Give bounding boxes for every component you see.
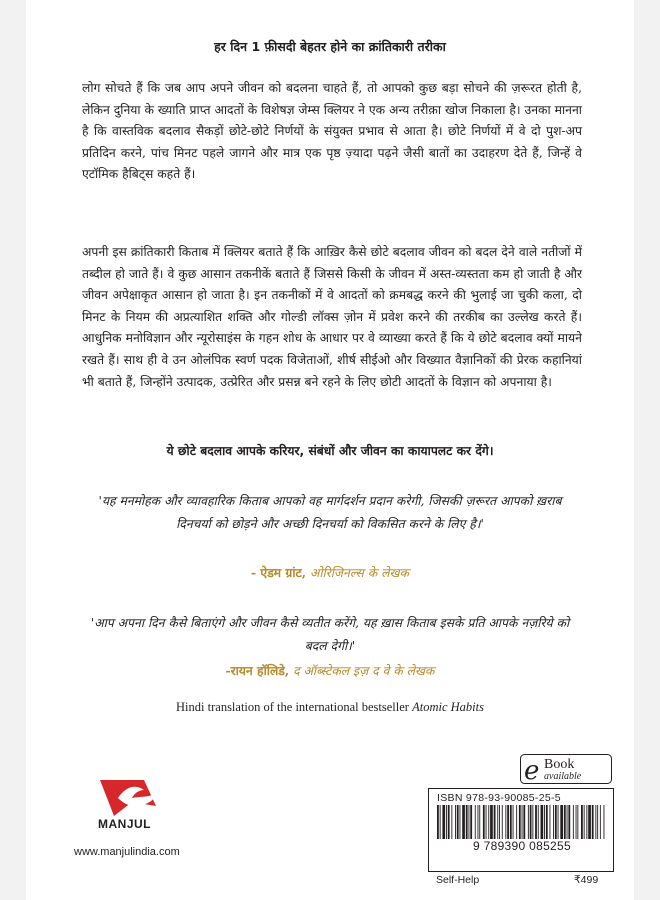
barcode-bar bbox=[535, 805, 537, 839]
barcode-bar bbox=[538, 805, 539, 839]
description-paragraph-2: अपनी इस क्रांतिकारी किताब में क्लियर बताते हैं कि आख़िर कैसे छोटे बदलाव जीवन को बदल देने वाले नतीजों में तब्दील हो जाते हैं। वे कुछ आसान तकनीकें बताते हैं जिससे किसी के जीवन में अस्त-व्यस्तता कम हो जाती है और जीवन अपेक्षाकृत आसान हो जाता है। इन तकनीकों में वे आदतों को क्रमबद्ध करने की भुलाई जा चुकी कला, दो मिनट के नियम की अप्रत्याशित शक्ति और गोल्डी लॉक्स ज़ोन में प्रवेश करने की तरकीब का उल्लेख करते हैं। आधुनिक मनोविज्ञान और न्यूरोसाइंस के गहन शोध के आधार पर वे व्याख्या करते हैं कि ये छोटे बदलाव क्यों मायने रखते हैं। साथ ही वे उन ओलंपिक स्वर्ण पदक विजेताओं, शीर्ष सीईओ और विख्यात वैज्ञानिकों की प्रेरक कहानियां भी बताते हैं, जिन्होंने उत्पादक, उत्प्रेरित और प्रसन्न बने रहने के लिए छोटी आदतों के विज्ञान को अपनाया है। bbox=[82, 245, 582, 389]
barcode-bar bbox=[560, 805, 563, 839]
price-label: ₹499 bbox=[574, 874, 599, 886]
ebook-sub: available bbox=[544, 771, 582, 782]
barcode-bar bbox=[544, 805, 545, 839]
barcode-bar bbox=[448, 805, 450, 839]
endorser-name-2: -रायन हॉलिडे, bbox=[225, 663, 290, 678]
barcode-bar bbox=[437, 805, 439, 839]
barcode-bar bbox=[588, 805, 591, 839]
endorser-name-1: - ऐडम ग्रांट, bbox=[251, 565, 307, 580]
manjul-logo bbox=[92, 772, 188, 832]
barcode-bar bbox=[510, 805, 512, 839]
endorsement-attribution-2 bbox=[26, 662, 634, 679]
barcode-bar bbox=[576, 805, 577, 839]
endorser-credit-2: द ऑब्स्टेकल इज़ द वे के लेखक bbox=[293, 664, 435, 678]
barcode-bar bbox=[564, 805, 566, 839]
barcode-bar bbox=[470, 805, 472, 839]
ebook-letter: e bbox=[524, 756, 540, 784]
ebook-word: Book bbox=[544, 757, 575, 772]
barcode-bar bbox=[523, 805, 525, 839]
barcode-bar bbox=[457, 805, 459, 839]
barcode-bar bbox=[530, 805, 532, 839]
barcode-bar bbox=[451, 805, 452, 839]
publisher-url[interactable]: www.manjulindia.com bbox=[74, 846, 180, 858]
barcode-bar bbox=[446, 805, 447, 839]
barcode-bar bbox=[516, 805, 517, 839]
barcode-bar bbox=[483, 805, 485, 839]
barcode-bar bbox=[541, 805, 544, 839]
barcode-bar bbox=[513, 805, 514, 839]
barcode-bar bbox=[558, 805, 559, 839]
barcode-bar bbox=[577, 805, 578, 839]
barcode-bar bbox=[499, 805, 500, 839]
barcode-number: 9 789390 085255 bbox=[473, 839, 571, 853]
translation-note bbox=[26, 700, 634, 715]
barcode-bar bbox=[478, 805, 479, 839]
barcode-bar bbox=[528, 805, 529, 839]
translation-note-prefix: Hindi translation of the international bestseller bbox=[176, 700, 409, 714]
endorser-credit-1: ओरिजिनल्स के लेखक bbox=[309, 566, 409, 580]
barcode-box bbox=[428, 788, 614, 872]
barcode-bar bbox=[573, 805, 574, 839]
barcode-bar bbox=[600, 805, 601, 839]
barcode-bar bbox=[442, 805, 445, 839]
barcode-bar bbox=[546, 805, 548, 839]
barcode-bar bbox=[584, 805, 585, 839]
barcode-bar bbox=[532, 805, 533, 839]
barcode-bar bbox=[567, 805, 568, 839]
barcode-bar bbox=[505, 805, 506, 839]
barcode-bar bbox=[595, 805, 596, 839]
barcode-bar bbox=[553, 805, 554, 839]
barcode-bar bbox=[507, 805, 509, 839]
barcode-bar bbox=[494, 805, 496, 839]
barcode-bar bbox=[550, 805, 551, 839]
isbn-label: ISBN 978-93-90085-25-5 bbox=[437, 792, 561, 804]
barcode-bar bbox=[568, 805, 570, 839]
ebook-available-badge bbox=[520, 754, 612, 784]
barcode-bar bbox=[597, 805, 598, 839]
endorsement-quote-2: 'आप अपना दिन कैसे बिताएंगे और जीवन कैसे व्यतीत करेंगे, यह ख़ास किताब इसके प्रति आपके नज़रिये को बदल देगी।' bbox=[90, 616, 570, 653]
barcode-bar bbox=[497, 805, 498, 839]
barcode-bar bbox=[488, 805, 489, 839]
barcode-bar bbox=[586, 805, 587, 839]
barcode-bar bbox=[462, 805, 465, 839]
publisher-name: MANJUL bbox=[98, 817, 151, 831]
category-label: Self-Help bbox=[436, 874, 480, 886]
barcode-bar bbox=[466, 805, 468, 839]
description-paragraph-1: लोग सोचते हैं कि जब आप अपने जीवन को बदलना चाहते हैं, तो आपको कुछ बड़ा सोचने की ज़रूरत होती है, लेकिन दुनिया के ख्याति प्राप्त आदतों के विशेषज्ञ जेम्स क्लियर ने एक अन्य तरीक़ा खोज निकाला है। उनका मानना है कि वास्तविक बदलाव सैकड़ों छोटे-छोटे निर्णयों के संयुक्त प्रभाव से आता है। छोटे निर्णयों में वे दो पुश-अप प्रतिदिन करने, पांच मिनट पहले जागने और मात्र एक पृष्ठ ज़्यादा पढ़ने जैसी बातों का उदाहरण देते हैं, जिन्हें वे एटॉमिक हैबिट्स कहते हैं। bbox=[82, 81, 582, 182]
endorsement-quote-1: 'यह मनमोहक और व्यावहारिक किताब आपको वह मार्गदर्शन प्रदान करेगी, जिसकी ज़रूरत आपको ख़राब दिनचर्या को छोड़ने और अच्छी दिनचर्या को विकसित करने के लिए है।' bbox=[98, 494, 562, 531]
barcode-bar bbox=[592, 805, 594, 839]
headline: हर दिन 1 फ़ीसदी बेहतर होने का क्रांतिकारी तरीका bbox=[214, 39, 446, 54]
barcode-bar bbox=[490, 805, 493, 839]
barcode-bar bbox=[455, 805, 456, 839]
original-title: Atomic Habits bbox=[412, 700, 484, 714]
barcode-bar bbox=[479, 805, 480, 839]
barcode-bar bbox=[440, 805, 441, 839]
barcode-bar bbox=[475, 805, 476, 839]
endorsement-attribution-1 bbox=[26, 564, 634, 581]
barcode-bars bbox=[435, 805, 607, 839]
tagline: ये छोटे बदलाव आपके करियर, संबंधों और जीवन का कायापलट कर देंगे। bbox=[166, 444, 494, 458]
barcode-bar bbox=[502, 805, 503, 839]
barcode-bar bbox=[522, 805, 523, 839]
barcode-bar bbox=[555, 805, 557, 839]
barcode-bar bbox=[519, 805, 521, 839]
barcode-bar bbox=[581, 805, 583, 839]
barcode-bar bbox=[604, 805, 605, 839]
barcode-bar bbox=[486, 805, 487, 839]
barcode-bar bbox=[469, 805, 470, 839]
back-cover bbox=[26, 0, 634, 900]
barcode-bar bbox=[460, 805, 461, 839]
